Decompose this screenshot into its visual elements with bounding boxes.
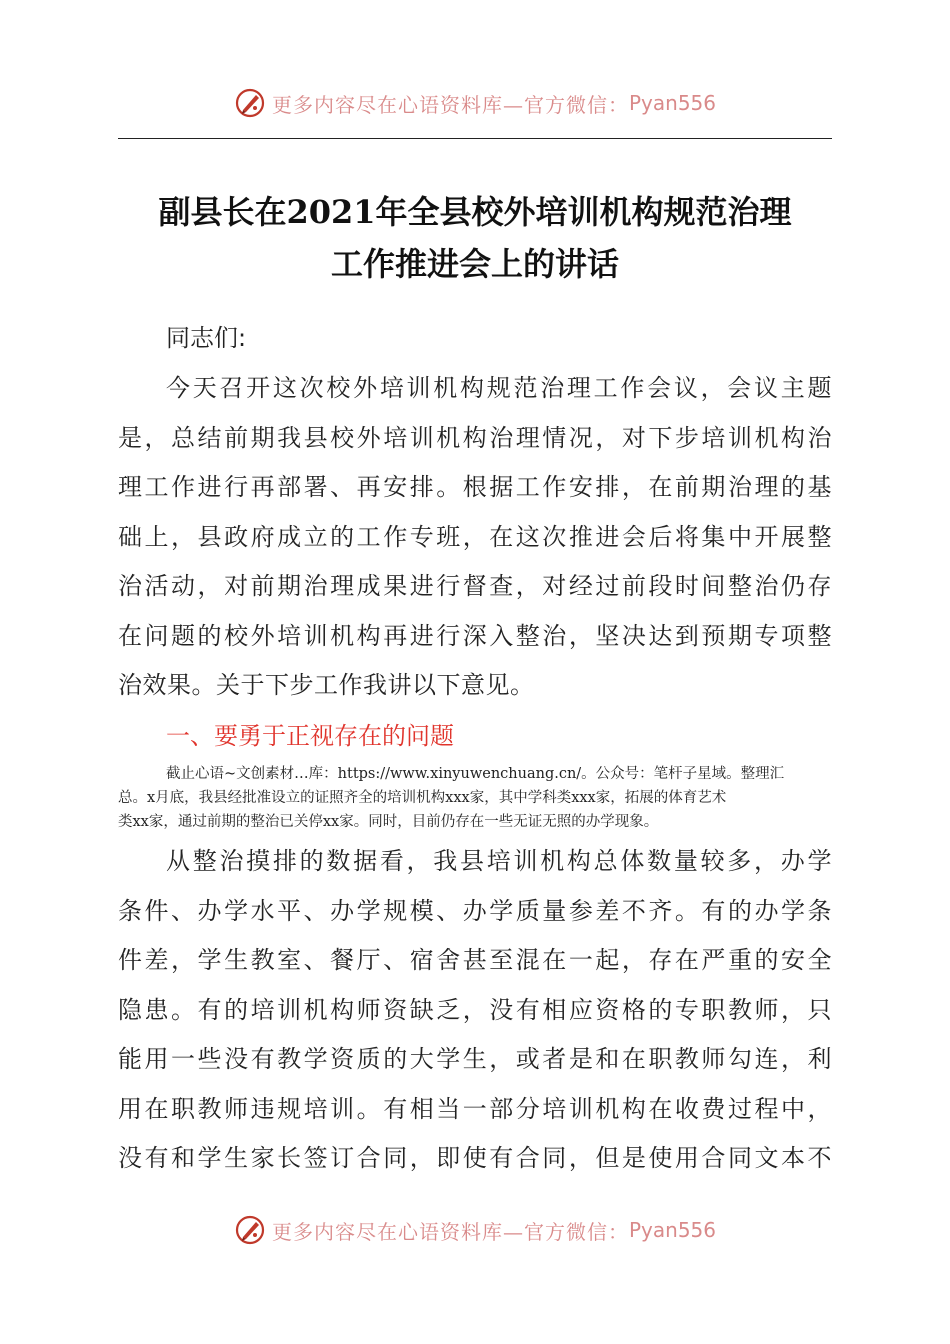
paragraph-line: 治效果。关于下步工作我讲以下意见。 <box>118 671 535 699</box>
header-divider <box>118 138 832 139</box>
paragraph-line: 今天召开这次校外培训机构规范治理工作会议，会议主题 <box>166 374 832 402</box>
banner-text: 更多内容尽在心语资料库—官方微信： <box>271 92 629 117</box>
header-watermark-banner <box>0 83 950 123</box>
banner-wechat-id: Pyan556 <box>628 1218 716 1242</box>
paragraph-line: 在问题的校外培训机构再进行深入整治，坚决达到预期专项整 <box>118 621 832 650</box>
pen-logo-icon <box>234 1214 266 1246</box>
paragraph-intro <box>118 364 832 711</box>
source-note <box>118 762 832 834</box>
paragraph-findings <box>118 837 832 1184</box>
paragraph-line: 件差，学生教室、餐厅、宿舍甚至混在一起，存在严重的安全 <box>118 946 832 974</box>
paragraph-line: 能用一些没有教学资质的大学生，或者是和在职教师勾连，利 <box>118 1045 832 1073</box>
note-line: 总。x月底，我县经批准设立的证照齐全的培训机构xxx家，其中学科类xxx家，拓展的体育艺术 <box>118 790 727 806</box>
paragraph-line: 条件、办学水平、办学规模、办学质量参差不齐。有的办学条 <box>118 896 832 925</box>
footer-watermark-banner <box>0 1210 950 1250</box>
document-title <box>118 186 832 290</box>
banner-text: 更多内容尽在心语资料库—官方微信： <box>271 1219 629 1244</box>
paragraph-line: 础上，县政府成立的工作专班，在这次推进会后将集中开展整 <box>118 522 832 551</box>
paragraph-line: 隐患。有的培训机构师资缺乏，没有相应资格的专职教师，只 <box>118 995 832 1024</box>
paragraph-line: 从整治摸排的数据看，我县培训机构总体数量较多，办学 <box>166 847 832 875</box>
title-line-1: 副县长在2021年全县校外培训机构规范治理 <box>158 193 792 231</box>
paragraph-line: 治活动，对前期治理成果进行督查，对经过前段时间整治仍存 <box>118 572 832 600</box>
pen-logo-icon <box>234 87 266 119</box>
greeting: 同志们: <box>166 324 247 352</box>
banner-wechat-id: Pyan556 <box>628 91 716 115</box>
paragraph-line: 是，总结前期我县校外培训机构治理情况，对下步培训机构治 <box>118 423 832 452</box>
paragraph-line: 没有和学生家长签订合同，即使有合同，但是使用合同文本不 <box>118 1144 832 1172</box>
paragraph-line: 理工作进行再部署、再安排。根据工作安排，在前期治理的基 <box>118 473 832 501</box>
title-line-2: 工作推进会上的讲话 <box>330 245 619 283</box>
section-heading-1: 一、要勇于正视存在的问题 <box>166 722 454 750</box>
note-line: 截止心语~文创素材…库：https://www.xinyuwenchuang.cn/。公众号：笔杆子星域。整理汇 <box>166 766 785 782</box>
paragraph-line: 用在职教师违规培训。有相当一部分培训机构在收费过程中， <box>118 1094 832 1123</box>
note-line: 类xx家，通过前期的整治已关停xx家。同时，目前仍存在一些无证无照的办学现象。 <box>118 814 659 830</box>
